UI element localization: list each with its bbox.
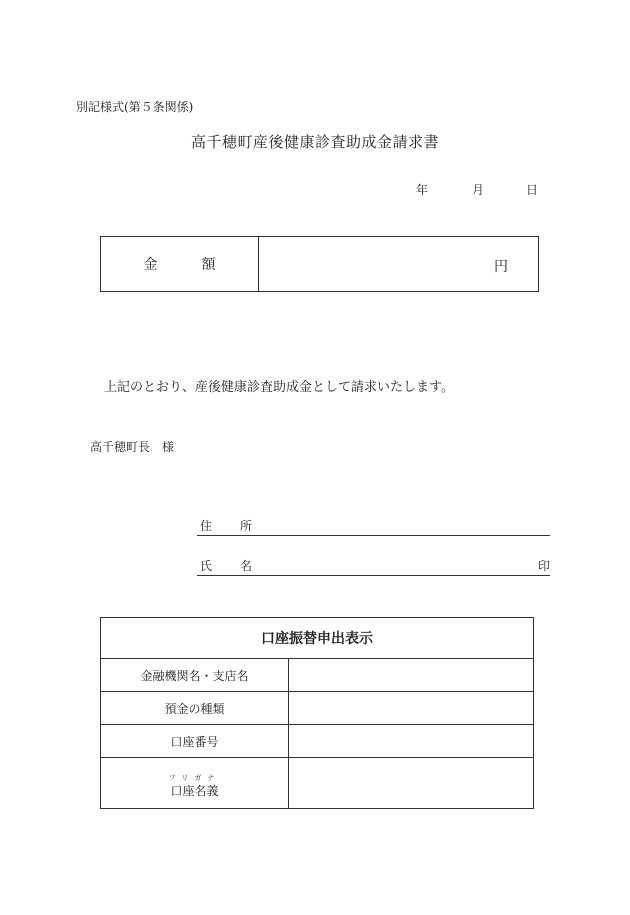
furigana-label: フリガナ [168,774,221,782]
seal-mark: 印 [537,559,550,573]
bank-table-heading: 口座振替申出表示 [101,618,534,659]
table-row [101,758,534,809]
name-label-2: 名 [240,559,253,573]
account-number-label: 口座番号 [101,725,289,758]
recipient: 高千穂町長 様 [90,440,175,454]
table-row [101,692,534,725]
amount-label-kin: 金 [143,257,158,273]
bank-name-label: 金融機関名・支店名 [101,659,289,692]
account-holder-field[interactable] [289,758,534,809]
amount-field[interactable] [259,237,538,291]
name-field[interactable] [197,557,550,576]
date-month: 月 [472,183,485,197]
account-holder-label [101,758,289,809]
deposit-type-label: 預金の種類 [101,692,289,725]
date-day: 日 [526,183,539,197]
page-title: 高千穂町産後健康診査助成金請求書 [190,133,439,151]
account-number-field[interactable] [289,725,534,758]
name-label-1: 氏 [200,559,213,573]
request-statement: 上記のとおり、産後健康診査助成金として請求いたします。 [104,380,454,395]
deposit-type-field[interactable] [289,692,534,725]
form-id: 別記様式(第５条関係) [76,100,194,114]
address-field[interactable] [197,517,550,536]
bank-transfer-table [100,617,534,809]
amount-label [101,237,259,291]
table-row [101,659,534,692]
amount-label-gaku: 額 [201,257,216,273]
amount-unit: 円 [494,259,508,275]
date-year: 年 [416,183,429,197]
table-row [101,725,534,758]
address-label-2: 所 [240,519,253,533]
amount-box [100,236,539,292]
account-holder-text: 口座名義 [170,784,219,798]
bank-name-field[interactable] [289,659,534,692]
address-label-1: 住 [200,519,213,533]
